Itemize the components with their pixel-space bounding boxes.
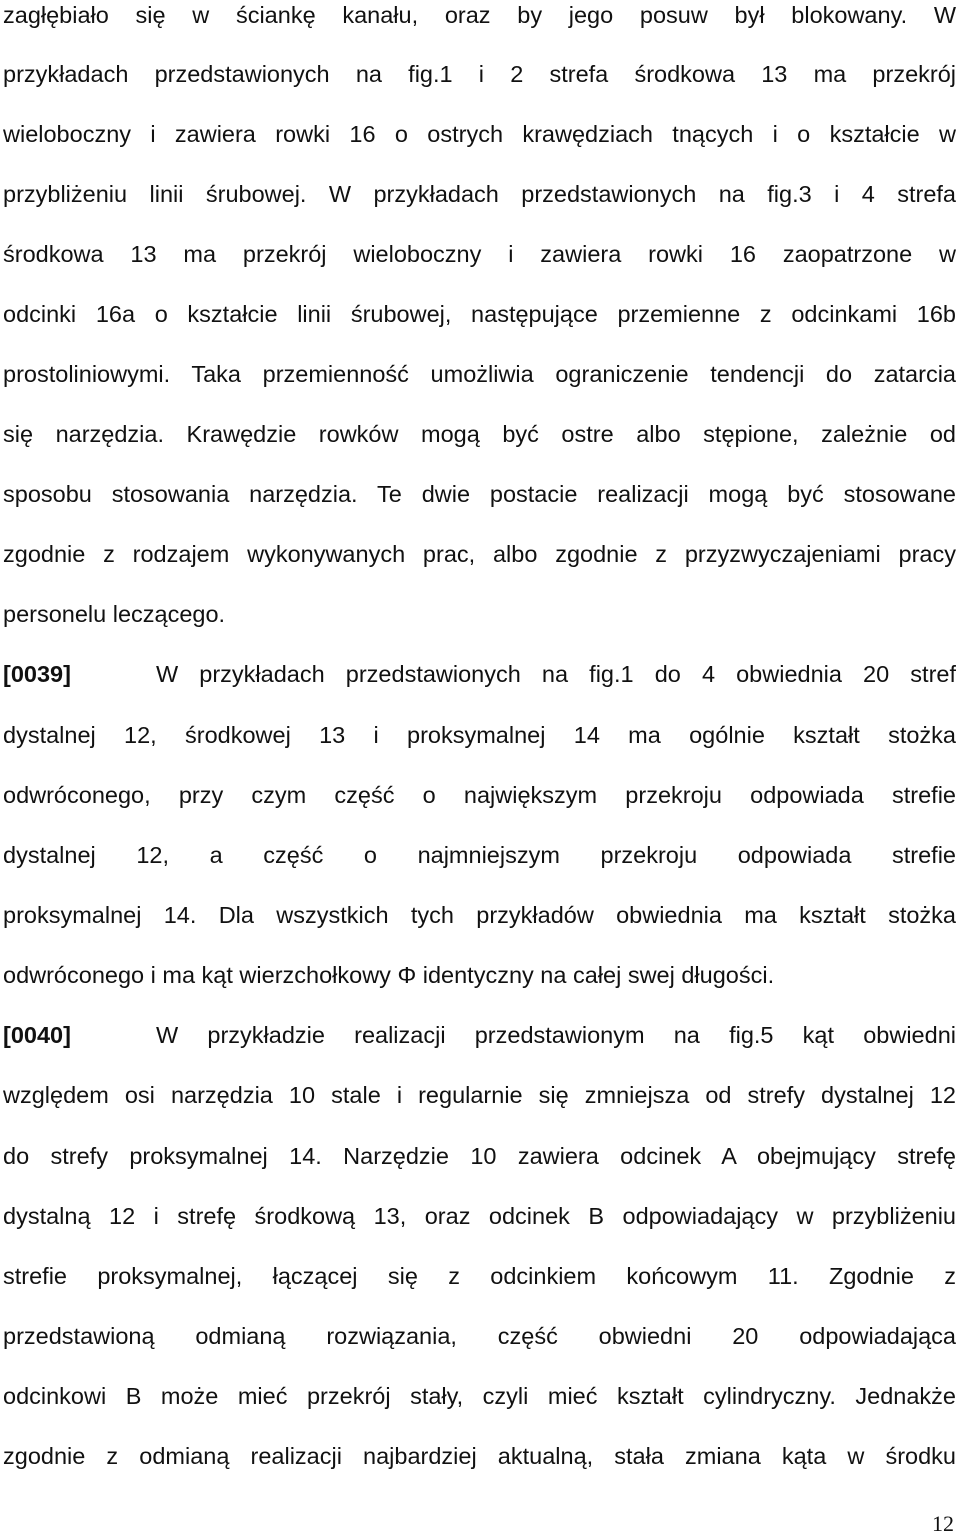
paragraph-number: [0039] [3, 661, 71, 687]
text-line: przykładach przedstawionych na fig.1 i 2 strefa środkowa 13 ma przekrój [3, 61, 956, 87]
text-line: dystalnej 12, a część o najmniejszym przekroju odpowiada strefie [3, 842, 956, 868]
text-line: personelu leczącego. [3, 601, 226, 627]
text-line: dystalnej 12, środkowej 13 i proksymalnej 14 ma ogólnie kształt stożka [3, 722, 956, 748]
text-line: zgodnie z rodzajem wykonywanych prac, albo zgodnie z przyzwyczajeniami pracy [3, 541, 956, 567]
text-line: proksymalnej 14. Dla wszystkich tych przykładów obwiednia ma kształt stożka [3, 902, 956, 928]
text-line: środkowa 13 ma przekrój wieloboczny i zawiera rowki 16 zaopatrzone w [3, 241, 956, 267]
text-line: wieloboczny i zawiera rowki 16 o ostrych krawędziach tnących i o kształcie w [3, 121, 956, 147]
text-line: W przykładach przedstawionych na fig.1 do 4 obwiednia 20 stref [156, 661, 956, 687]
text-line: odcinkowi B może mieć przekrój stały, czyli mieć kształt cylindryczny. Jednakże [3, 1383, 956, 1409]
text-line: zagłębiało się w ściankę kanału, oraz by jego posuw był blokowany. W [3, 2, 956, 28]
text-line: sposobu stosowania narzędzia. Te dwie postacie realizacji mogą być stosowane [3, 481, 956, 507]
text-line: do strefy proksymalnej 14. Narzędzie 10 zawiera odcinek A obejmujący strefę [3, 1143, 956, 1169]
text-line: się narzędzia. Krawędzie rowków mogą być ostre albo stępione, zależnie od [3, 421, 956, 447]
text-line: zgodnie z odmianą realizacji najbardziej aktualną, stała zmiana kąta w środku [3, 1443, 956, 1469]
text-line: dystalną 12 i strefę środkową 13, oraz odcinek B odpowiadający w przybliżeniu [3, 1203, 956, 1229]
text-line: prostoliniowymi. Taka przemienność umożliwia ograniczenie tendencji do zatarcia [3, 361, 956, 387]
paragraph-heading-0039 [3, 659, 956, 689]
text-line: odcinki 16a o kształcie linii śrubowej, następujące przemienne z odcinkami 16b [3, 301, 956, 327]
text-line: odwróconego, przy czym część o największym przekroju odpowiada strefie [3, 782, 956, 808]
text-line: W przykładzie realizacji przedstawionym na fig.5 kąt obwiedni [156, 1022, 956, 1048]
text-line: odwróconego i ma kąt wierzchołkowy Φ identyczny na całej swej długości. [3, 962, 775, 988]
paragraph-heading-0040 [3, 1020, 956, 1050]
paragraph-number: [0040] [3, 1022, 71, 1048]
text-line: przedstawioną odmianą rozwiązania, część obwiedni 20 odpowiadająca [3, 1323, 956, 1349]
text-line: względem osi narzędzia 10 stale i regularnie się zmniejsza od strefy dystalnej 12 [3, 1082, 956, 1108]
text-line: strefie proksymalnej, łączącej się z odcinkiem końcowym 11. Zgodnie z [3, 1263, 956, 1289]
text-line: przybliżeniu linii śrubowej. W przykładach przedstawionych na fig.3 i 4 strefa [3, 181, 956, 207]
page-number: 12 [932, 1511, 954, 1536]
